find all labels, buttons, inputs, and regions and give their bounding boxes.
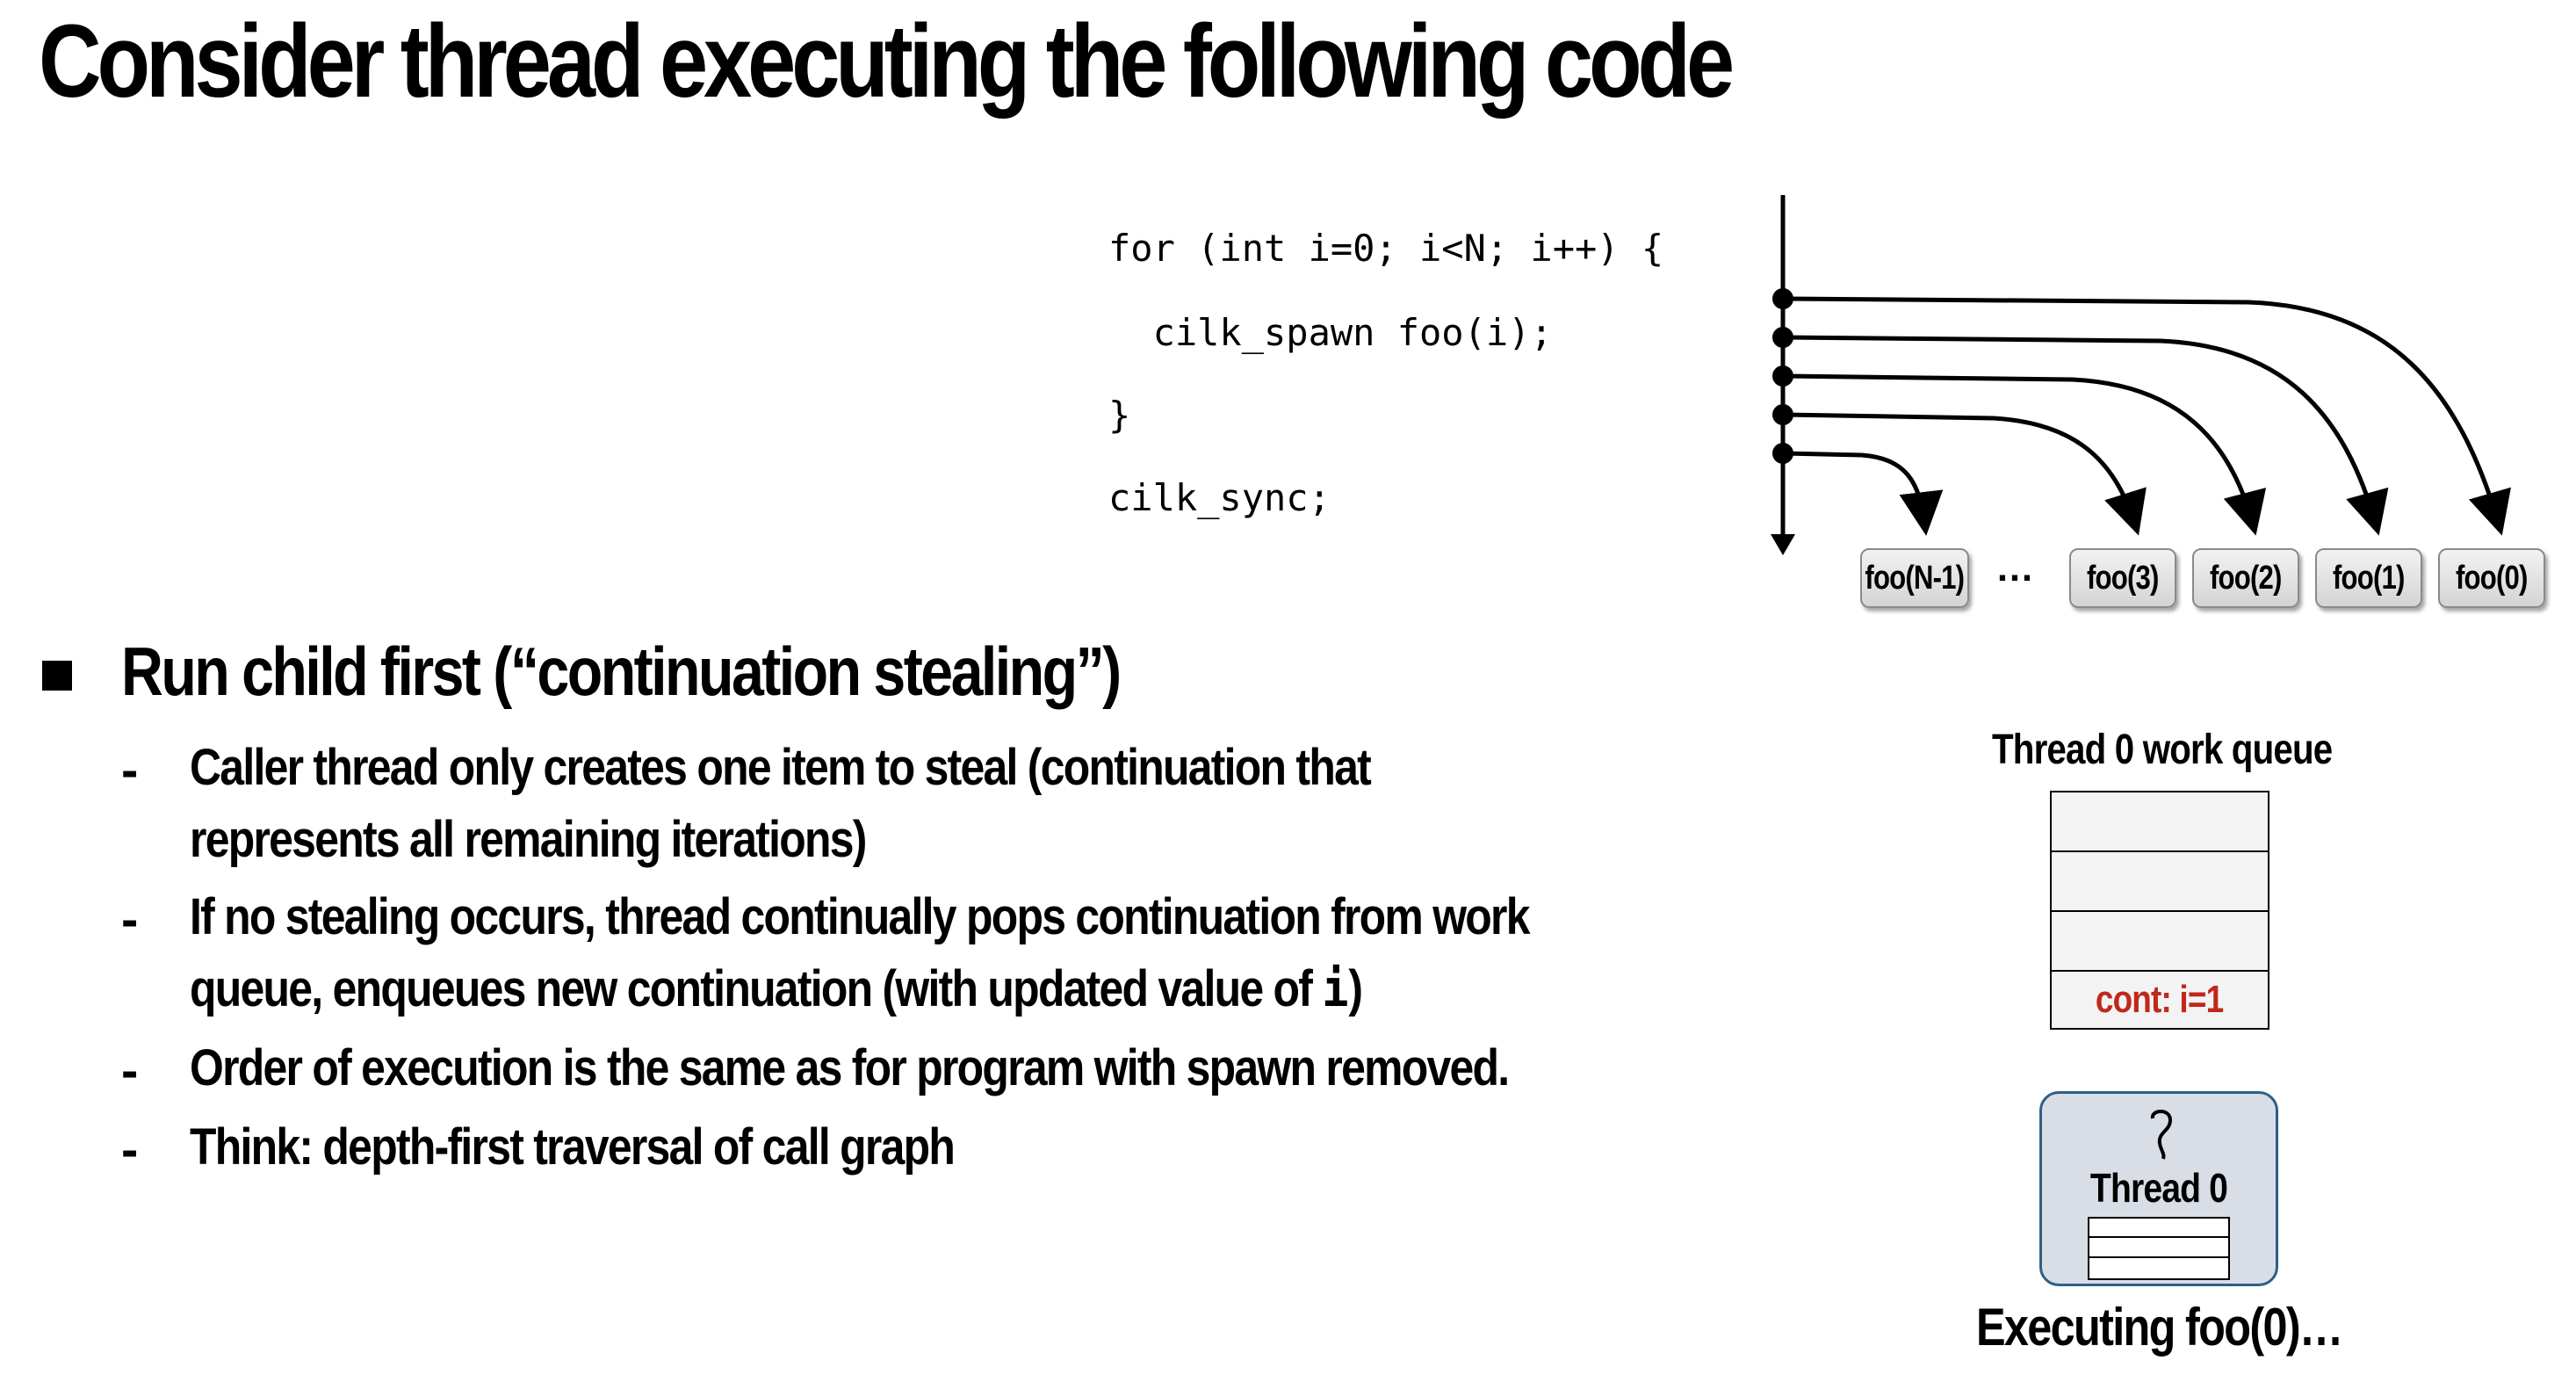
queue-slot-empty <box>2050 791 2269 850</box>
code-line: for (int i=0; i<N; i++) { <box>1108 227 1664 270</box>
sub-bullet-line: Caller thread only creates one item to steal (continuation that <box>190 739 1370 796</box>
queue-slot-empty <box>2050 850 2269 910</box>
thread-0-box <box>2039 1091 2278 1286</box>
spawn-arrow-foo-2 <box>1783 376 2254 527</box>
sub-bullet-line: Order of execution is the same as for program with spawn removed. <box>190 1039 1509 1096</box>
work-queue-title: Thread 0 work queue <box>1992 727 2333 773</box>
spawn-point <box>1772 327 1793 348</box>
spawn-point <box>1772 443 1793 464</box>
stack-frame <box>2089 1258 2228 1277</box>
task-label: foo(1) <box>2333 559 2405 597</box>
spawn-point <box>1772 404 1793 425</box>
spawn-arrow-foo-0 <box>1783 299 2500 527</box>
spawn-arrow-foo-3 <box>1783 415 2136 527</box>
spawn-arrow-foo-n-1 <box>1783 453 1925 527</box>
code-line: cilk_spawn foo(i); <box>1108 311 1553 354</box>
bullet-heading: Run child first (“continuation stealing”) <box>121 633 1120 710</box>
sub-bullet-line: represents all remaining iterations) <box>190 811 866 868</box>
spawn-point <box>1772 365 1793 387</box>
thread-stack <box>2088 1217 2230 1280</box>
task-box-foo-3 <box>2069 548 2176 608</box>
sub-bullet-text: ) <box>1348 960 1362 1017</box>
execution-status: Executing foo(0)… <box>1976 1298 2342 1357</box>
task-label: foo(3) <box>2087 559 2159 597</box>
code-line: } <box>1108 394 1131 437</box>
task-label: foo(2) <box>2210 559 2282 597</box>
sub-bullet-dash: - <box>121 1121 139 1178</box>
queue-slot-continuation <box>2050 970 2269 1030</box>
task-label: foo(0) <box>2456 559 2528 597</box>
queue-slot-empty <box>2050 910 2269 970</box>
code-line: cilk_sync; <box>1108 476 1331 519</box>
thread-squiggle-icon <box>2042 1094 2281 1164</box>
stack-frame <box>2089 1219 2228 1238</box>
work-queue <box>2050 791 2269 1030</box>
stack-frame <box>2089 1238 2228 1257</box>
task-label: foo(N-1) <box>1865 559 1965 597</box>
sub-bullet-dash: - <box>121 742 139 799</box>
inline-code: i <box>1322 959 1349 1018</box>
sub-bullet-line <box>190 961 1361 1017</box>
task-ellipsis: … <box>1995 546 2034 590</box>
bullet-square-icon <box>42 661 72 691</box>
thread-label: Thread 0 <box>2089 1165 2228 1211</box>
sub-bullet-dash: - <box>121 1042 139 1099</box>
sub-bullet-line: Think: depth-first traversal of call graph <box>190 1118 955 1176</box>
spawn-arrow-foo-1 <box>1783 337 2377 527</box>
slide-title: Consider thread executing the following code <box>39 4 1731 119</box>
sub-bullet-text: queue, enqueues new continuation (with updated value of <box>190 960 1323 1017</box>
timeline-arrowhead <box>1771 534 1795 555</box>
task-box-foo-1 <box>2315 548 2422 608</box>
queue-entry-label: cont: i=1 <box>2096 978 2224 1021</box>
sub-bullet-dash: - <box>121 891 139 948</box>
spawn-point <box>1772 288 1793 309</box>
sub-bullet-line: If no stealing occurs, thread continually pops continuation from work <box>190 888 1529 945</box>
task-box-foo-n-1 <box>1860 548 1969 608</box>
task-box-foo-0 <box>2438 548 2545 608</box>
task-box-foo-2 <box>2192 548 2299 608</box>
